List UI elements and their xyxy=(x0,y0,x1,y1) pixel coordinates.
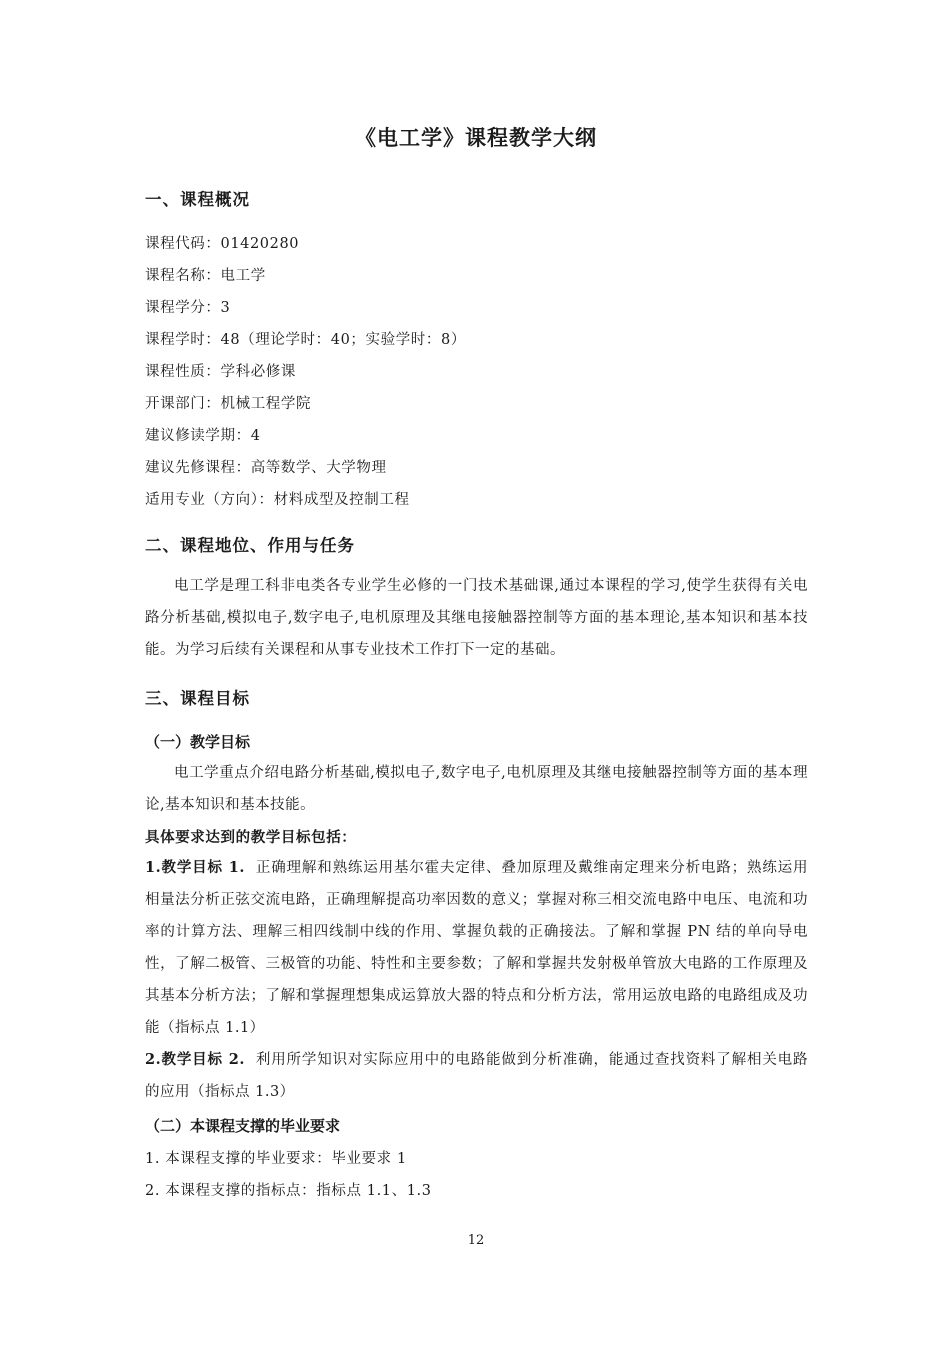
subheading-teaching-goals: （一）教学目标 xyxy=(145,733,251,751)
goal-2-text: 利用所学知识对实际应用中的电路能做到分析准确，能通过查找资料了解相关电路的应用（指标点 1.3） xyxy=(145,1052,809,1100)
goals-intro: 具体要求达到的教学目标包括： xyxy=(145,829,357,846)
section-heading-objectives: 三、课程目标 xyxy=(145,689,250,708)
page-number: 12 xyxy=(467,1233,485,1248)
info-credits: 课程学分：3 xyxy=(145,300,231,316)
info-course-code: 课程代码：01420280 xyxy=(145,236,300,252)
role-paragraph: 电工学是理工科非电类各专业学生必修的一门技术基础课,通过本课程的学习,使学生获得有关电路分析基础,模拟电子,数字电子,电机原理及其继电接触器控制等方面的基本理论,基本知识和基本技能。为学习后续有关课程和从事专业技术工作打下一定的基础。 xyxy=(145,578,808,658)
info-major: 适用专业（方向）：材料成型及控制工程 xyxy=(145,492,410,508)
info-hours: 课程学时：48（理论学时：40；实验学时：8） xyxy=(145,332,466,348)
graduation-requirement-item: 1. 本课程支撑的毕业要求：毕业要求 1 xyxy=(145,1151,407,1167)
info-department: 开课部门：机械工程学院 xyxy=(145,396,312,412)
section-heading-overview: 一、课程概况 xyxy=(145,190,250,209)
subheading-graduation-requirements: （二）本课程支撑的毕业要求 xyxy=(145,1117,341,1135)
goal-1-label: 1.教学目标 1. xyxy=(145,859,245,876)
document-title: 《电工学》课程教学大纲 xyxy=(355,125,597,150)
info-course-name: 课程名称：电工学 xyxy=(145,268,266,284)
info-nature: 课程性质：学科必修课 xyxy=(145,364,296,380)
goal-1 xyxy=(145,852,808,1044)
indicator-point-item: 2. 本课程支撑的指标点：指标点 1.1、1.3 xyxy=(145,1183,432,1199)
goal-1-text: 正确理解和熟练运用基尔霍夫定律、叠加原理及戴维南定理来分析电路；熟练运用相量法分析正弦交流电路，正确理解提高功率因数的意义；掌握对称三相交流电路中电压、电流和功率的计算方法、理解三相四线制中线的作用、掌握负载的正确接法。了解和掌握 PN 结的单向导电性，了解二极管、三极管的功能、特性和主要参数；了解和掌握共发射极单管放大电路的工作原理及其基本分析方法；了解和掌握理想集成运算放大器的特点和分析方法，常用运放电路的电路组成及功能（指标点 1.1） xyxy=(145,860,809,1036)
info-prerequisites: 建议先修课程：高等数学、大学物理 xyxy=(145,460,387,476)
goal-2 xyxy=(145,1044,808,1108)
info-semester: 建议修读学期：4 xyxy=(145,428,261,444)
teaching-goals-paragraph: 电工学重点介绍电路分析基础,模拟电子,数字电子,电机原理及其继电接触器控制等方面的基本理论,基本知识和基本技能。 xyxy=(145,765,808,813)
goal-2-label: 2.教学目标 2. xyxy=(145,1051,245,1068)
section-heading-role: 二、课程地位、作用与任务 xyxy=(145,536,355,555)
